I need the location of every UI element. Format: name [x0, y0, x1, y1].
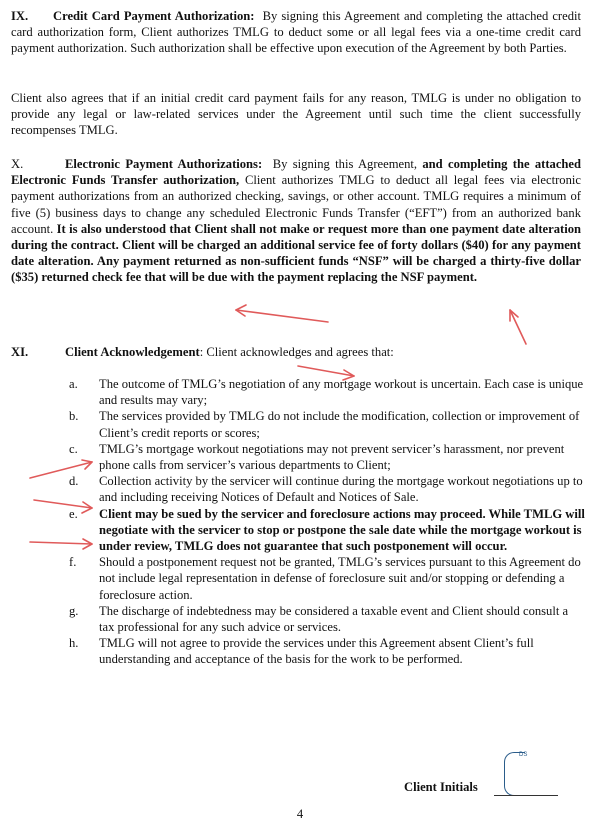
list-item-letter: g.: [69, 603, 79, 618]
list-item-text: TMLG will not agree to provide the services under this Agreement absent Client’s full understanding and acceptance of the basis for the work to be performed.: [99, 636, 534, 667]
page-number: 4: [296, 807, 304, 821]
list-item: [60, 603, 585, 635]
section-x-heading: Electronic Payment Authorizations:: [65, 157, 263, 171]
section-ix-number: IX.: [11, 9, 29, 23]
section-ix-paragraph: [11, 8, 581, 57]
list-item: [60, 473, 585, 505]
docusign-initials-box[interactable]: [504, 752, 528, 796]
list-item: [60, 408, 585, 440]
list-item: [60, 506, 585, 555]
section-x-bold-1: and completing the attached Electronic Funds Transfer authorization,: [11, 157, 582, 188]
section-ix-paragraph-2: Client also agrees that if an initial credit card payment fails for any reason, TMLG is under no obligation to provide any legal or law-related services under the Agreement until such time the client successfully recompenses TMLG.: [11, 91, 581, 138]
list-item: [60, 376, 585, 408]
list-item-text: Collection activity by the servicer will continue during the mortgage workout negotiations up to and including receiving Notices of Default and Notices of Sale.: [99, 474, 583, 505]
section-x-number: X.: [11, 157, 24, 171]
list-item-text: TMLG’s mortgage workout negotiations may not prevent servicer’s harassment, nor prevent phone calls from servicer’s various departments to Client;: [99, 441, 565, 473]
section-ix-body: By signing this Agreement and completing the attached credit card authorization form, Client authorizes TMLG to deduct some or all legal fees via a one-time credit card payment authorization. Such authorization shall be effective upon execution of the Agreement by both Parties.: [11, 9, 581, 56]
list-item-text: Should a postponement request not be granted, TMLG’s services pursuant to this Agreement do not include legal representation in defense of foreclosure suit and/or stopping or defending a foreclosure action.: [99, 555, 581, 602]
client-initials-line[interactable]: [494, 795, 558, 796]
section-x-text-2: Client authorizes TMLG to deduct all legal fees via electronic payment authorizations from an authorized checking, savings, or other account. TMLG requires a minimum of five (5) business days to change any scheduled Electronic Funds Transfer (“EFT”) from an authorized bank account.: [11, 173, 581, 236]
list-item: [60, 554, 585, 603]
list-item: [60, 635, 585, 667]
section-xi-intro: : Client acknowledges and agrees that:: [199, 345, 394, 359]
list-item-bold-text: Client may be sued by the servicer and foreclosure actions may proceed. While TMLG will negotiate with the servicer to stop or postpone the sale date while the mortgage workout is under review, TMLG does not guarantee that such postponement will occur.: [99, 506, 585, 554]
annotation-arrow-icon: [510, 310, 526, 344]
list-item-letter: f.: [69, 555, 77, 570]
list-item-letter: c.: [69, 441, 78, 456]
list-item: [60, 441, 585, 473]
list-item-text: The services provided by TMLG do not include the modification, collection or improvement of Client’s credit reports or scores;: [99, 409, 580, 440]
section-x-bold-2: It is also understood that Client shall not make or request more than one payment date alteration during the contract. Client will be charged an additional service fee of forty dollars ($40) for any payment date alteration. Any payment returned as non-sufficient funds “NSF” will be charged a thirty-five dollar ($35) returned check fee that will be due with the payment replacing the NSF payment.: [11, 221, 581, 285]
acknowledgement-list: [60, 376, 585, 668]
annotation-arrow-icon: [236, 305, 328, 322]
list-item-letter: a.: [69, 377, 78, 391]
list-item-letter: e.: [69, 506, 78, 521]
section-xi-heading: Client Acknowledgement: [65, 345, 200, 359]
section-xi-number: XI.: [11, 345, 29, 359]
section-ix-heading: Credit Card Payment Authorization:: [53, 9, 255, 23]
section-x-text-1: By signing this Agreement,: [272, 157, 418, 171]
docusign-label: DS: [519, 752, 528, 758]
list-item-letter: b.: [69, 409, 79, 424]
list-item-letter: d.: [69, 474, 79, 489]
list-item-text: The discharge of indebtedness may be considered a taxable event and Client should consult a tax professional for any such advice or services.: [99, 603, 569, 635]
client-initials-label: Client Initials: [404, 780, 478, 794]
section-xi-heading-line: [11, 344, 581, 360]
list-item-text: The outcome of TMLG’s negotiation of any mortgage workout is uncertain. Each case is unique and results may vary;: [99, 377, 584, 408]
section-x-paragraph: [11, 156, 581, 286]
list-item-letter: h.: [69, 636, 79, 651]
